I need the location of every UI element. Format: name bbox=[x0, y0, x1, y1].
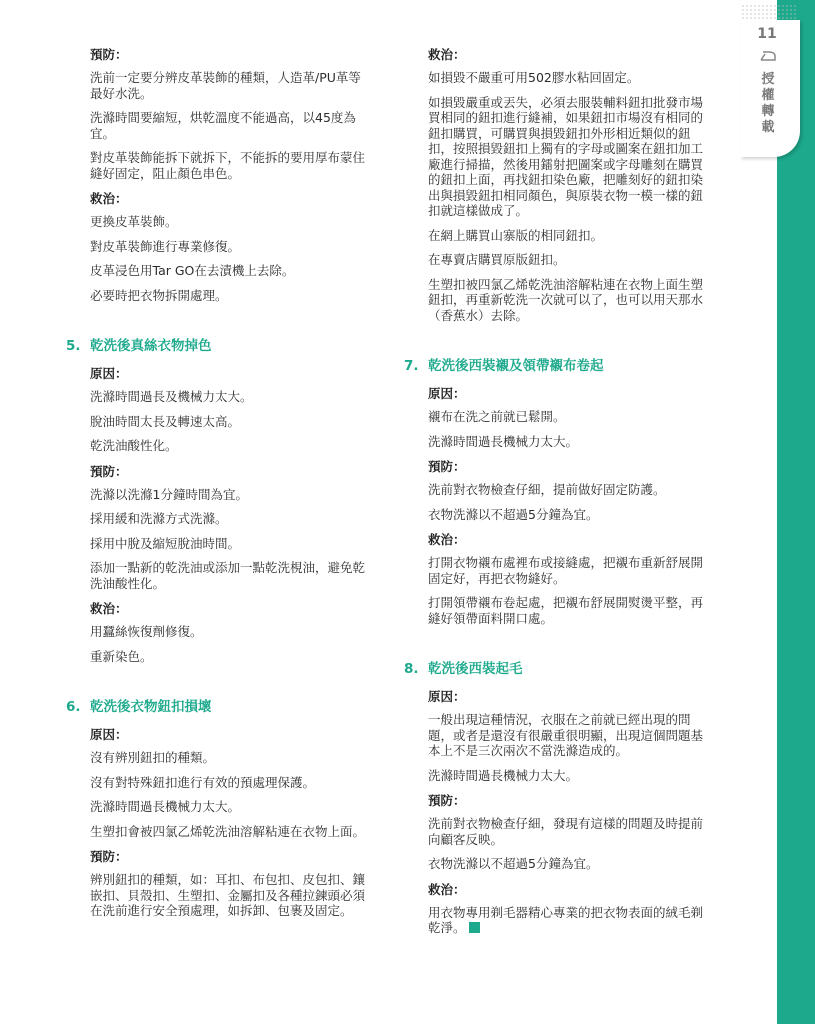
side-vertical-label bbox=[759, 72, 777, 136]
paragraph: 在網上購買山寨版的相同鈕扣。 bbox=[428, 227, 604, 243]
paragraph: 在專賣店購買原版鈕扣。 bbox=[428, 252, 566, 267]
page-number: 11 bbox=[757, 26, 777, 42]
paragraph: 洗前一定要分辨皮革裝飾的種類，人造革/PU革等最好水洗。 bbox=[90, 70, 361, 101]
page-tab bbox=[740, 20, 800, 157]
cause-label: 原因： bbox=[428, 689, 466, 704]
paragraph: 洗滌時間要縮短，烘乾溫度不能過高，以45度為宜。 bbox=[90, 110, 356, 141]
paragraph: 打開領帶襯布卷起處，把襯布舒展開熨燙平整，再縫好領帶面料開口處。 bbox=[428, 595, 704, 626]
paragraph: 生塑扣被四氯乙烯乾洗油溶解粘連在衣物上面生塑鈕扣，再重新乾洗一次就可以了，也可以用天那水（香蕉水）去除。 bbox=[428, 276, 704, 323]
remedy-label: 救治： bbox=[428, 881, 466, 897]
section-number: 5. bbox=[66, 338, 81, 354]
paragraph: 生塑扣會被四氯乙烯乾洗油溶解粘連在衣物上面。 bbox=[90, 823, 366, 839]
paragraph: 洗滌以洗滌1分鐘時間為宜。 bbox=[90, 486, 248, 502]
side-char: 授 bbox=[761, 72, 775, 87]
remedy-label: 救治： bbox=[90, 601, 128, 616]
paragraph: 衣物洗滌以不超過5分鐘為宜。 bbox=[428, 506, 599, 522]
cause-label: 原因： bbox=[90, 366, 128, 381]
section-heading bbox=[404, 660, 704, 678]
paragraph: 更換皮革裝飾。 bbox=[90, 214, 178, 229]
paragraph: 必要時把衣物拆開處理。 bbox=[90, 287, 228, 303]
section-title: 乾洗後西裝起毛 bbox=[428, 661, 523, 677]
paragraph: 洗滌時間過長機械力太大。 bbox=[428, 767, 579, 783]
section-title: 乾洗後衣物鈕扣損壞 bbox=[90, 699, 212, 715]
paragraph: 襯布在洗之前就已鬆開。 bbox=[428, 409, 566, 424]
paragraph: 洗滌時間過長機械力太大。 bbox=[90, 799, 241, 814]
paragraph: 如損毀嚴重或丟失，必須去服裝輔料鈕扣批發市場買相同的鈕扣進行縫補，如果鈕扣市場沒有相同的鈕扣購買，可購買與損毀鈕扣外形相近類似的鈕扣，按照損毀鈕扣上獨有的字母或圖案在鈕扣加工廠進行掃描，然後用鐳射把圖案或字母雕刻在購買的鈕扣上面，再找鈕扣染色廠，把雕刻好的鈕扣染出與損毀鈕扣相同顏色，與原裝衣物一模一樣的鈕扣就這樣做成了。 bbox=[428, 94, 704, 218]
paragraph: 對皮革裝飾能拆下就拆下，不能拆的要用厚布蒙住縫好固定，阻止顏色串色。 bbox=[90, 150, 366, 181]
cause-label: 原因： bbox=[428, 386, 466, 401]
remedy-label: 救治： bbox=[90, 191, 128, 206]
section-title: 乾洗後西裝襯及領帶襯布卷起 bbox=[428, 358, 604, 374]
paragraph: 洗前對衣物檢查仔細，發現有這樣的問題及時提前向顧客反映。 bbox=[428, 816, 704, 847]
section-heading bbox=[404, 357, 704, 375]
prevention-label: 預防： bbox=[428, 459, 466, 474]
section-heading bbox=[66, 698, 366, 716]
section-heading bbox=[66, 337, 366, 355]
paragraph: 皮革浸色用Tar GO在去漬機上去除。 bbox=[90, 263, 295, 278]
prevention-label: 預防： bbox=[90, 47, 128, 62]
cause-label: 原因： bbox=[90, 727, 128, 742]
paragraph: 沒有對特殊鈕扣進行有效的預處理保護。 bbox=[90, 774, 316, 790]
paragraph: 洗滌時間過長及機械力太大。 bbox=[90, 389, 253, 404]
top-dashed-edge bbox=[740, 0, 800, 20]
side-char: 轉 bbox=[761, 104, 775, 119]
paragraph: 用蠶絲恢復劑修復。 bbox=[90, 624, 203, 639]
prevention-label: 預防： bbox=[90, 463, 128, 479]
paragraph: 如損毀不嚴重可用502膠水粘回固定。 bbox=[428, 70, 640, 85]
end-mark-icon bbox=[469, 922, 480, 933]
remedy-label: 救治： bbox=[428, 47, 466, 62]
side-char: 載 bbox=[761, 120, 775, 135]
paragraph: 衣物洗滌以不超過5分鐘為宜。 bbox=[428, 856, 599, 871]
section-number: 8. bbox=[404, 661, 419, 677]
paragraph: 添加一點新的乾洗油或添加一點乾洗梘油，避免乾洗油酸性化。 bbox=[90, 560, 366, 591]
paragraph: 沒有辨別鈕扣的種類。 bbox=[90, 750, 216, 765]
paragraph: 對皮革裝飾進行專業修復。 bbox=[90, 238, 241, 254]
paragraph-last bbox=[428, 905, 704, 936]
paragraph: 打開衣物襯布處裡布或接縫處，把襯布重新舒展開固定好，再把衣物縫好。 bbox=[428, 555, 704, 586]
right-column bbox=[404, 46, 704, 945]
paragraph: 乾洗油酸性化。 bbox=[90, 438, 178, 453]
section-number: 7. bbox=[404, 358, 419, 374]
prevention-label: 預防： bbox=[428, 793, 466, 808]
iron-icon bbox=[759, 50, 777, 62]
paragraph: 脫油時間太長及轉速太高。 bbox=[90, 413, 241, 429]
paragraph: 洗前對衣物檢查仔細，提前做好固定防護。 bbox=[428, 482, 666, 497]
section-number: 6. bbox=[66, 699, 81, 715]
left-column bbox=[66, 46, 366, 928]
side-char: 權 bbox=[761, 88, 775, 103]
paragraph: 洗滌時間過長機械力太大。 bbox=[428, 433, 579, 449]
section-title: 乾洗後真絲衣物掉色 bbox=[90, 338, 212, 354]
paragraph: 重新染色。 bbox=[90, 648, 153, 664]
prevention-label: 預防： bbox=[90, 849, 128, 864]
paragraph-text: 用衣物專用剃毛器精心專業的把衣物表面的絨毛剃乾淨。 bbox=[428, 904, 704, 935]
paragraph: 採用緩和洗滌方式洗滌。 bbox=[90, 511, 228, 526]
paragraph: 採用中脫及縮短脫油時間。 bbox=[90, 535, 241, 551]
remedy-label: 救治： bbox=[428, 532, 466, 547]
paragraph: 一般出現這種情況，衣服在之前就已經出現的問題，或者是還沒有很嚴重很明顯，出現這個問題基本上不是三次兩次不當洗滌造成的。 bbox=[428, 712, 704, 758]
paragraph: 辨別鈕扣的種類，如：耳扣、布包扣、皮包扣、鑲嵌扣、貝殼扣、生塑扣、金屬扣及各種拉鍊頭必須在洗前進行安全預處理，如拆卸、包裹及固定。 bbox=[90, 872, 366, 918]
